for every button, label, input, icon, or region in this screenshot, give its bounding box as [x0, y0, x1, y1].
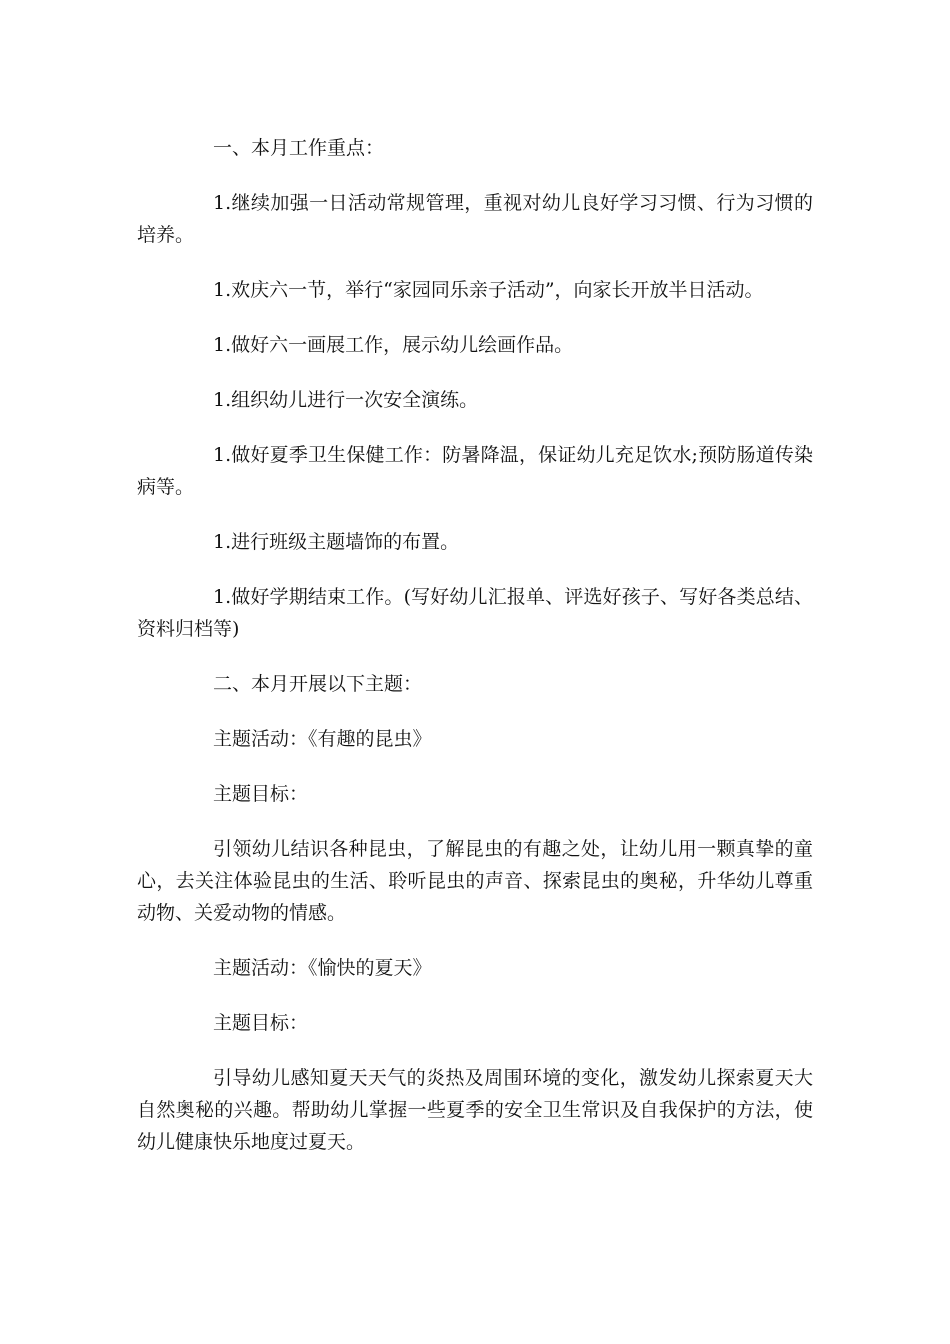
- work-item-wall-decoration: 1.进行班级主题墙饰的布置。: [213, 531, 460, 553]
- document-body: [137, 132, 813, 1181]
- theme-goal-label-summer: 主题目标：: [213, 1012, 309, 1034]
- section-heading-work-focus: 一、本月工作重点：: [213, 137, 385, 159]
- work-item-term-end: 1.做好学期结束工作。(写好幼儿汇报单、评选好孩子、写好各类总结、资料归档等): [137, 586, 813, 640]
- theme-goal-text-summer: 引导幼儿感知夏天天气的炎热及周围环境的变化，激发幼儿探索夏天大自然奥秘的兴趣。帮助幼儿掌握一些夏季的安全卫生常识及自我保护的方法，使幼儿健康快乐地度过夏天。: [137, 1067, 813, 1153]
- work-item-safety-drill: 1.组织幼儿进行一次安全演练。: [213, 389, 479, 411]
- work-item-childrens-day: 1.欢庆六一节，举行“家园同乐亲子活动”，向家长开放半日活动。: [213, 279, 764, 301]
- theme-activity-summer: 主题活动：《愉快的夏天》: [213, 957, 432, 979]
- section-heading-themes: 二、本月开展以下主题：: [213, 673, 423, 695]
- work-item-routine-management: 1.继续加强一日活动常规管理，重视对幼儿良好学习习惯、行为习惯的培养。: [137, 192, 813, 246]
- theme-goal-label-insects: 主题目标：: [213, 783, 309, 805]
- work-item-summer-health: 1.做好夏季卫生保健工作：防暑降温，保证幼儿充足饮水;预防肠道传染病等。: [137, 444, 813, 498]
- theme-activity-insects: 主题活动：《有趣的昆虫》: [213, 728, 432, 750]
- work-item-art-exhibition: 1.做好六一画展工作，展示幼儿绘画作品。: [213, 334, 574, 356]
- theme-goal-text-insects: 引领幼儿结识各种昆虫，了解昆虫的有趣之处，让幼儿用一颗真挚的童心，去关注体验昆虫的生活、聆听昆虫的声音、探索昆虫的奥秘，升华幼儿尊重动物、关爱动物的情感。: [137, 838, 813, 924]
